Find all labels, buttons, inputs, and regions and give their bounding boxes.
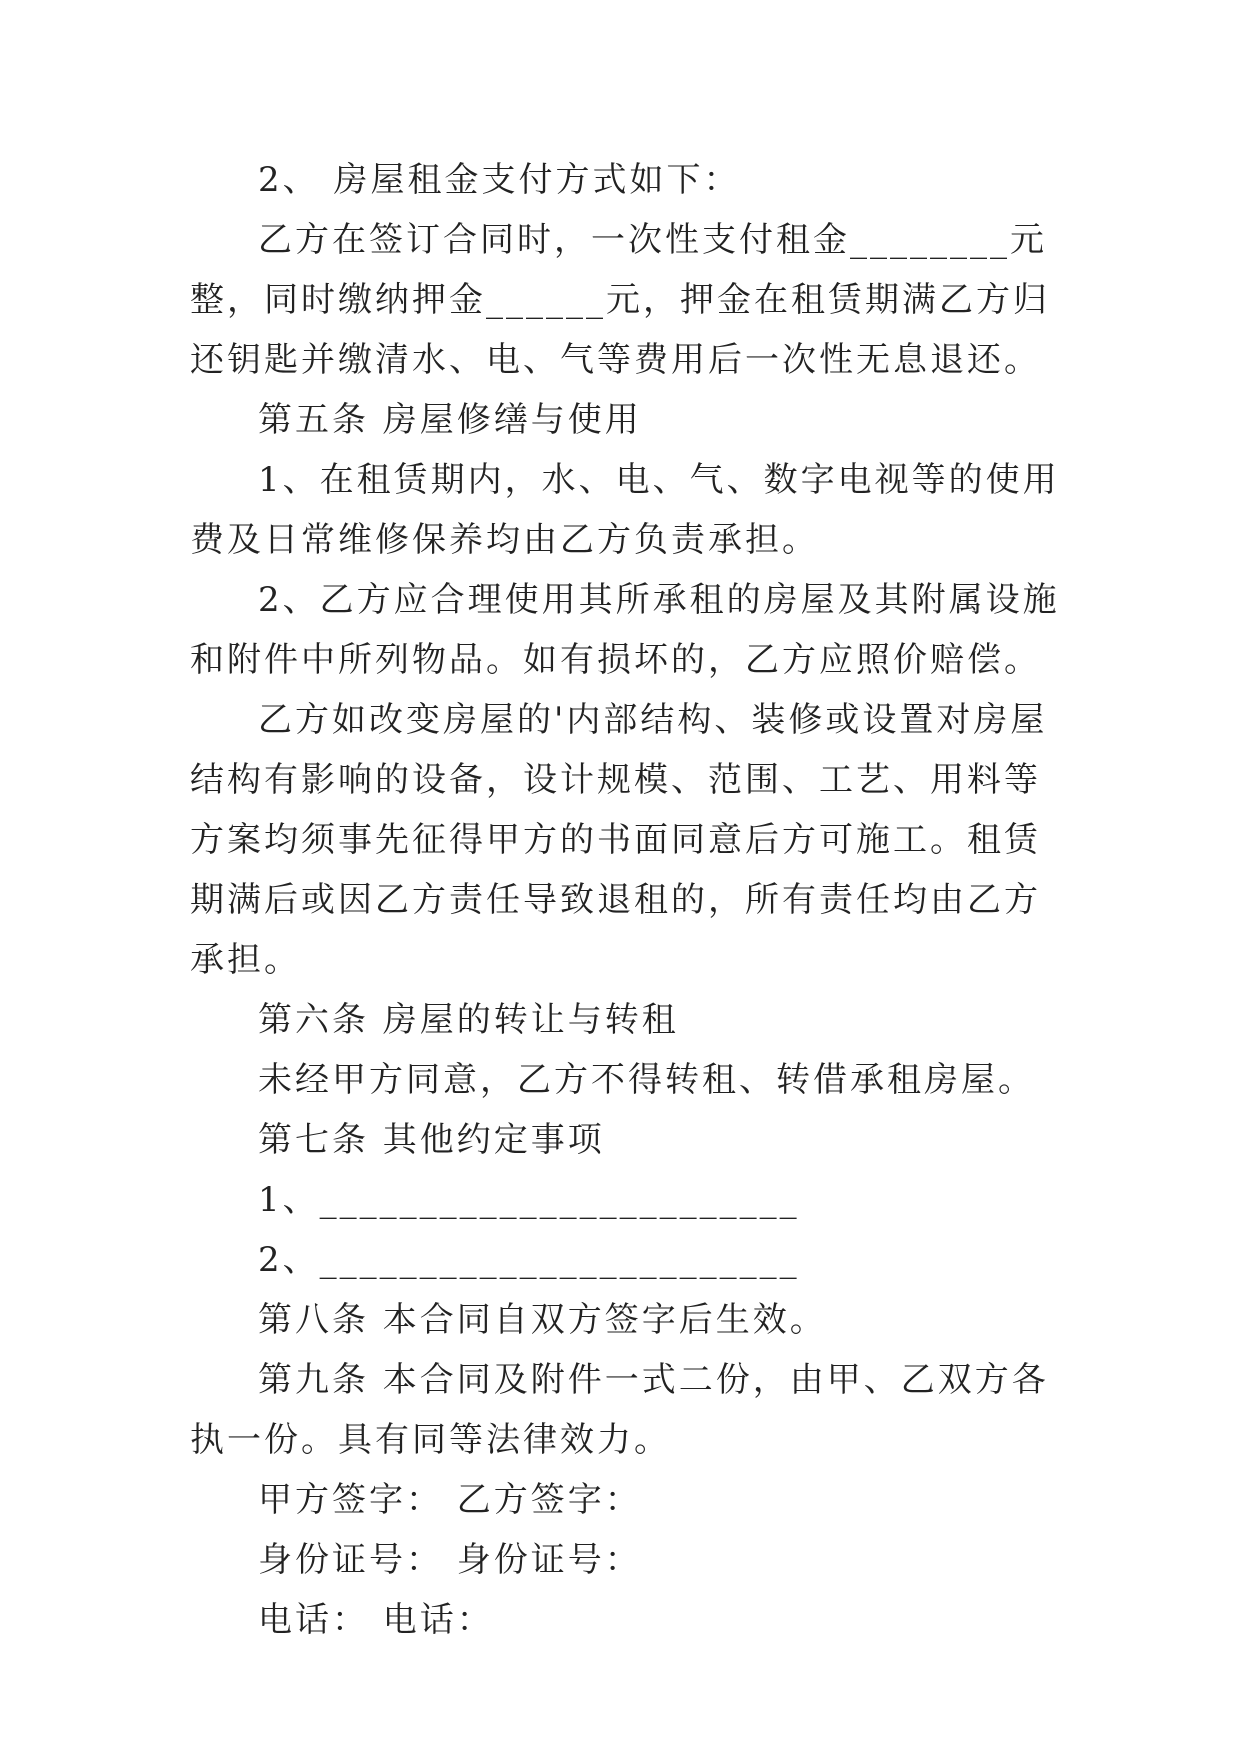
article-7-item-2: 2、________________________: [258, 1240, 800, 1280]
article-5-title: 第五条 房屋修缮与使用: [258, 400, 642, 440]
article-6-title: 第六条 房屋的转让与转租: [258, 1000, 679, 1040]
payment-method-heading: 2、 房屋租金支付方式如下：: [258, 160, 741, 200]
article-7-item-1: 1、________________________: [258, 1180, 800, 1220]
article-9: 第九条 本合同及附件一式二份，由甲、乙双方各执一份。具有同等法律效力。: [190, 1360, 1049, 1460]
article-7-title: 第七条 其他约定事项: [258, 1120, 605, 1160]
article-5-item-1: 1、在租赁期内，水、电、气、数字电视等的使用费及日常维修保养均由乙方负责承担。: [190, 460, 1060, 560]
article-5-item-2: 2、乙方应合理使用其所承租的房屋及其附属设施和附件中所列物品。如有损坏的，乙方应照价赔偿。: [190, 580, 1060, 680]
phone-line: 电话： 电话：: [258, 1600, 494, 1640]
article-6-paragraph: 未经甲方同意，乙方不得转租、转借承租房屋。: [258, 1060, 1035, 1100]
signature-line: 甲方签字： 乙方签字：: [258, 1480, 642, 1520]
payment-method-paragraph: 乙方在签订合同时，一次性支付租金________元整，同时缴纳押金______元，押金在租赁期满乙方归还钥匙并缴清水、电、气等费用后一次性无息退还。: [190, 220, 1050, 380]
article-8: 第八条 本合同自双方签字后生效。: [258, 1300, 827, 1340]
id-number-line: 身份证号： 身份证号：: [258, 1540, 642, 1580]
document-page: [190, 150, 1060, 1650]
article-5-item-3: 乙方如改变房屋的'内部结构、装修或设置对房屋结构有影响的设备，设计规模、范围、工艺、用料等方案均须事先征得甲方的书面同意后方可施工。租赁期满后或因乙方责任导致退租的，所有责任均由乙方承担。: [190, 700, 1048, 980]
